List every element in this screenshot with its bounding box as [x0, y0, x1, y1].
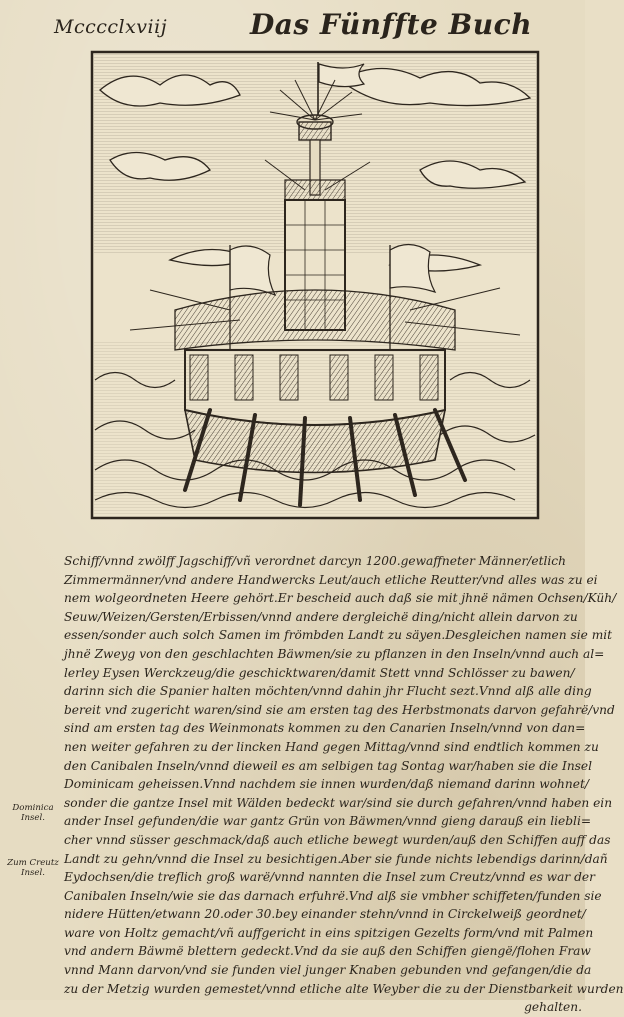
text-line: jhnë Zweyg von den geschlachten Bäwmen/sie zu pflanzen in den Inseln/vnnd auch al=: [64, 646, 605, 661]
woodcut-ship-with-tower-icon: [90, 50, 540, 520]
text-line: cher vnnd süsser geschmack/daß auch etliche bewegt wurden/auß den Schiffen auff das: [64, 832, 611, 847]
text-line: Zimmermänner/vnd andere Handwercks Leut/auch etliche Reutter/vnd alles was zu ei: [64, 572, 598, 587]
text-line: zu der Metzig wurden gemestet/vnnd etliche alte Weyber die zu der Dienstbarkeit wurden: [64, 981, 624, 996]
text-line: nidere Hütten/etwann 20.oder 30.bey einander stehn/vnnd in Circkelweiß geordnet/: [64, 907, 586, 922]
text-line: nem wolgeordneten Heere gehört.Er bescheid auch daß sie mit jhnë nämen Ochsen/Küh/: [64, 591, 617, 606]
body-text: [64, 552, 624, 1015]
text-line: Seuw/Weizen/Gersten/Erbissen/vnnd andere dergleichë ding/nicht allein darvon zu: [64, 609, 578, 624]
text-line: lerley Eysen Werckzeug/die geschicktwaren/damit Stett vnnd Schlösser zu bawen/: [64, 665, 575, 680]
text-line: Schiff/vnnd zwölff Jagschiff/vñ verordnet darcyn 1200.gewaffneter Männer/etlich: [64, 554, 566, 568]
text-line: essen/sonder auch solch Samen im frömbden Landt zu säyen.Desgleichen namen sie mit: [64, 628, 613, 643]
margin-note-zum-creutz: Zum Creutz Insel.: [7, 858, 59, 878]
text-line: darinn sich die Spanier halten möchten/vnnd dahin jhr Flucht sezt.Vnnd alß alle ding: [64, 684, 592, 699]
text-line: ander Insel gefunden/die war gantz Grün von Bäwmen/vnnd gieng darauß ein liebli=: [64, 814, 592, 829]
text-line: Canibalen Inseln/wie sie das darnach erfuhrë.Vnd alß sie vmbher schiffeten/funden sie: [64, 888, 602, 903]
text-line: vnd andern Bäwmë blettern gedeckt.Vnd da sie auß den Schiffen giengë/flohen Fraw: [64, 944, 591, 959]
woodcut-illustration: [90, 50, 540, 520]
text-line: Dominicam geheissen.Vnnd nachdem sie innen wurden/daß niemand darinn wohnet/: [64, 777, 589, 792]
text-line: bereit vnd zugericht waren/sind sie am ersten tag des Herbstmonats darvon gefahrë/vnd: [64, 702, 615, 717]
text-line: sonder die gantze Insel mit Wälden bedeckt war/sind sie durch gefahren/vnnd haben ein: [64, 795, 613, 810]
text-line: vnnd Mann darvon/vnd sie funden viel junger Knaben gebunden vnd gefangen/die da: [64, 963, 592, 978]
folio-number: Mcccclxviij: [54, 16, 168, 38]
text-line: nen weiter gefahren zu der lincken Hand gegen Mittag/vnnd sind endtlich kommen zu: [64, 739, 599, 754]
text-line: ware von Holtz gemacht/vñ auffgericht in eins spitzigen Gezelts form/vnd mit Palmen: [64, 925, 594, 940]
page-header: [0, 8, 585, 42]
text-line: den Canibalen Inseln/vnnd dieweil es am selbigen tag Sontag war/haben sie die Insel: [64, 758, 593, 773]
text-line: Eydochsen/die treflich groß warë/vnnd nannten die Insel zum Creutz/vnnd es war der: [64, 870, 595, 885]
text-line: sind am ersten tag des Weinmonats kommen zu den Canarien Inseln/vnnd von dan=: [64, 721, 586, 736]
margin-note-dominica: Dominica Insel.: [12, 803, 54, 823]
text-line: Landt zu gehn/vnnd die Insel zu besichtigen.Aber sie funde nichts lebendigs darinn/dañ: [64, 851, 608, 866]
text-line: gehalten.: [524, 1000, 582, 1015]
running-title: Das Fünffte Buch: [250, 8, 533, 41]
